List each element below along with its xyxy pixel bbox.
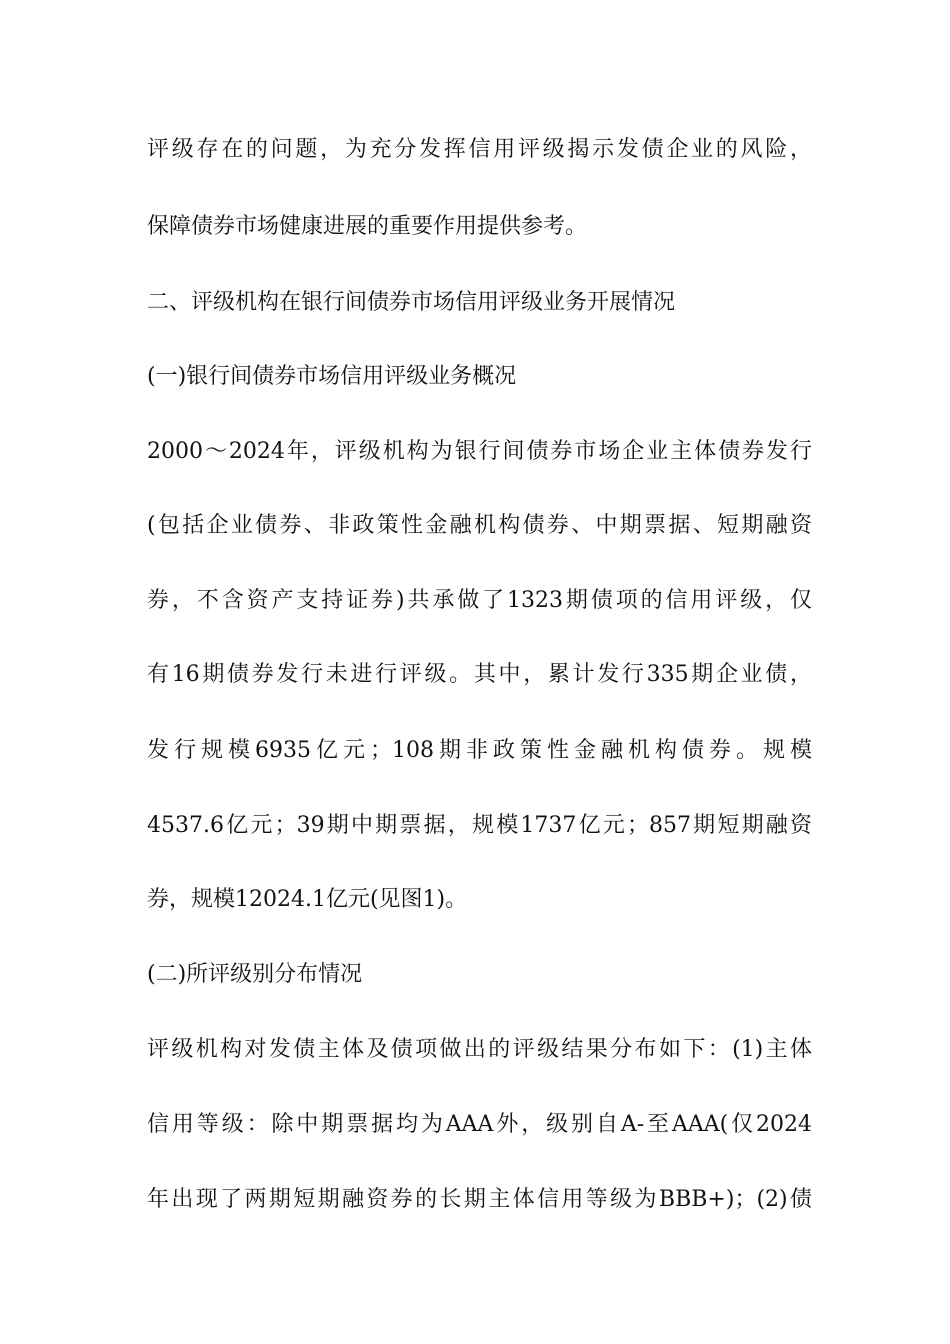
paragraph-line: 有16期债券发行未进行评级。其中，累计发行335期企业债， — [147, 662, 812, 687]
subsection-heading: (二)所评级别分布情况 — [147, 962, 363, 987]
paragraph-line: 券，规模12024.1亿元(见图1)。 — [147, 887, 468, 912]
paragraph-line: 发行规模6935亿元；108期非政策性金融机构债券。规模 — [147, 738, 812, 763]
paragraph-line: 保障债券市场健康进展的重要作用提供参考。 — [147, 214, 588, 239]
paragraph-line: 评级机构对发债主体及债项做出的评级结果分布如下：(1)主体 — [147, 1037, 812, 1062]
paragraph-line: 年出现了两期短期融资券的长期主体信用等级为BBB+)；(2)债 — [147, 1187, 812, 1212]
paragraph-line: 券，不含资产支持证券)共承做了1323期债项的信用评级，仅 — [147, 588, 812, 613]
subsection-heading: (一)银行间债券市场信用评级业务概况 — [147, 364, 517, 389]
section-heading: 二、评级机构在银行间债券市场信用评级业务开展情况 — [147, 290, 676, 315]
paragraph-line: 信用等级：除中期票据均为AAA外，级别自A-至AAA(仅2024 — [147, 1112, 812, 1137]
paragraph-line: (包括企业债券、非政策性金融机构债券、中期票据、短期融资 — [147, 513, 812, 538]
paragraph-line: 2000～2024年，评级机构为银行间债券市场企业主体债券发行 — [147, 439, 812, 464]
paragraph-line: 4537.6亿元；39期中期票据，规模1737亿元；857期短期融资 — [147, 813, 812, 838]
paragraph-line: 评级存在的问题，为充分发挥信用评级揭示发债企业的风险， — [147, 137, 812, 162]
